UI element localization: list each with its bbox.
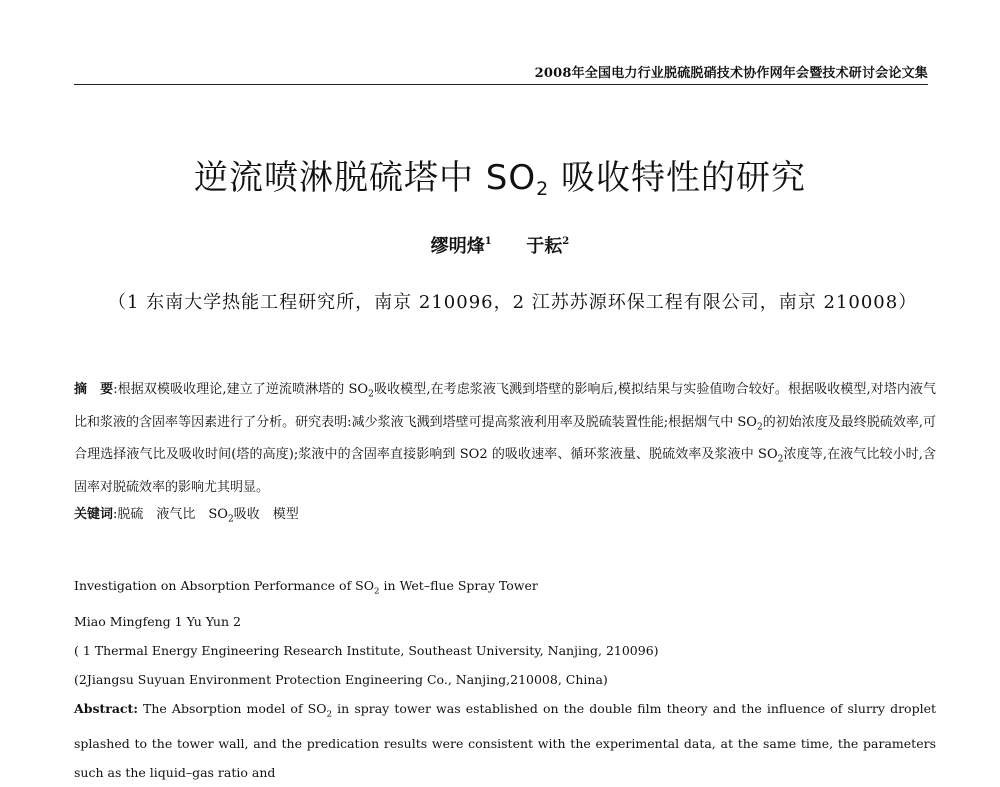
english-title-text: Investigation on Absorption Performance of SO — [74, 578, 374, 593]
english-abstract-label: Abstract: — [74, 701, 138, 716]
running-header: 2008年全国电力行业脱硫脱硝技术协作网年会暨技术研讨会论文集 — [535, 62, 928, 81]
english-abstract-text: The Absorption model of SO — [138, 701, 327, 716]
abstract-cn-text: 浓度等,在液气比较小时,含固率对脱硫效率的影响尤其明显。 — [74, 447, 936, 495]
title-subscript: 2 — [536, 178, 549, 200]
subscript: 2 — [757, 422, 763, 432]
english-front-matter — [74, 571, 936, 787]
subscript: 2 — [374, 587, 380, 597]
affiliation-cn: （1 东南大学热能工程研究所，南京 210096，2 江苏苏源环保工程有限公司，南京 210008） — [108, 288, 917, 314]
keywords-cn-text: :脱硫 液气比 SO — [113, 507, 228, 522]
english-affiliation-2: (2Jiangsu Suyuan Environment Protection Engineering Co., Nanjing,210008, China) — [74, 665, 936, 694]
subscript: 2 — [327, 709, 333, 719]
subscript: 2 — [778, 455, 784, 465]
subscript: 2 — [368, 390, 374, 400]
title-prefix: 逆流喷淋脱硫塔中 SO — [194, 158, 536, 198]
title-suffix: 吸收特性的研究 — [549, 158, 806, 198]
english-affiliation-1: ( 1 Thermal Energy Engineering Research Institute, Southeast University, Nanjing, 210096) — [74, 636, 936, 665]
author-mark: 2 — [562, 236, 569, 247]
abstract-cn-text: :根据双模吸收理论,建立了逆流喷淋塔的 SO — [113, 382, 368, 397]
english-title-text: in Wet–flue Spray Tower — [380, 578, 538, 593]
author-line — [0, 232, 1000, 258]
english-abstract-text: in spray tower was established on the double film theory and the influence of slurry droplet splashed to the tower wall, and the predication results were consistent with the experimental data, at the same time, the parameters such as the liquid–gas ratio and — [74, 701, 936, 781]
paper-title — [0, 150, 1000, 200]
english-title — [74, 571, 936, 607]
author-mark: 1 — [485, 236, 492, 247]
abstract-cn-text: 吸收模型,在考虑浆液飞溅到塔壁的影响后,模拟结果与实验值吻合较好。根据吸收模型,对塔内液气比和浆液的含固率等因素进行了分析。研究表明:减少浆液飞溅到塔壁可提高浆液利用率及脱硫装置性能;根据烟气中 SO — [74, 382, 936, 430]
abstract-cn-text: 的初始浓度及最终脱硫效率,可合理选择液气比及吸收时间(塔的高度);浆液中的含固率直接影响到 SO2 的吸收速率、循环浆液量、脱硫效率及浆液中 SO — [74, 415, 936, 463]
abstract-cn-label: 摘 要 — [74, 382, 113, 397]
abstract-cn — [74, 376, 936, 501]
author-name: 缪明烽 — [431, 236, 485, 257]
header-rule — [74, 84, 928, 85]
keywords-cn — [74, 501, 936, 534]
keywords-cn-label: 关键词 — [74, 507, 113, 522]
english-authors: Miao Mingfeng 1 Yu Yun 2 — [74, 607, 936, 636]
english-abstract — [74, 694, 936, 787]
abstract-cn-block — [74, 376, 936, 533]
subscript: 2 — [228, 514, 234, 524]
keywords-cn-text: 吸收 模型 — [234, 507, 299, 522]
author-name: 于耘 — [526, 236, 562, 257]
